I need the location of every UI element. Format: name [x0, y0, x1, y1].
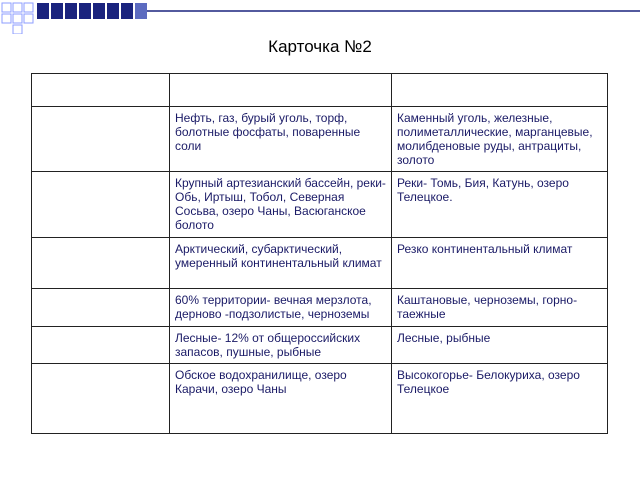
- table-cell: Лесные, рыбные: [392, 327, 608, 364]
- table-cell: [32, 238, 170, 289]
- deco-square-light: [135, 3, 147, 19]
- table-row: [32, 107, 608, 172]
- deco-square: [2, 3, 11, 12]
- card-title: Карточка №2: [268, 37, 372, 56]
- deco-square: [2, 14, 11, 23]
- table-cell: [32, 289, 170, 327]
- table-cell: Резко континентальный климат: [392, 238, 608, 289]
- header-cell: [392, 74, 608, 107]
- table-row: [32, 289, 608, 327]
- table-cell: [32, 172, 170, 238]
- table-cell: Арктический, субарктический, умеренный континентальный климат: [170, 238, 392, 289]
- deco-square: [13, 14, 22, 23]
- deco-square-dark: [79, 3, 91, 19]
- deco-square: [24, 14, 33, 23]
- table-cell: [32, 327, 170, 364]
- table-cell: [32, 107, 170, 172]
- deco-square-dark: [93, 3, 105, 19]
- header-cell: [170, 74, 392, 107]
- table-cell: Крупный артезианский бассейн, реки- Обь, Иртыш, Тобол, Северная Сосьва, озеро Чаны, Васюганское болото: [170, 172, 392, 238]
- table-cell: Каштановые, черноземы, горно-таежные: [392, 289, 608, 327]
- table-cell: Реки- Томь, Бия, Катунь, озеро Телецкое.: [392, 172, 608, 238]
- table-header-row: [32, 74, 608, 107]
- deco-square-dark: [37, 3, 49, 19]
- deco-square-dark: [51, 3, 63, 19]
- deco-square: [13, 3, 22, 12]
- info-table: [31, 73, 608, 434]
- deco-square-dark: [107, 3, 119, 19]
- table-row: [32, 172, 608, 238]
- table-cell: Высокогорье- Белокуриха, озеро Телецкое: [392, 364, 608, 434]
- table-cell: 60% территории- вечная мерзлота, дерново -подзолистые, черноземы: [170, 289, 392, 327]
- table-cell: Лесные- 12% от общероссийских запасов, пушные, рыбные: [170, 327, 392, 364]
- table-row: [32, 238, 608, 289]
- decorative-squares: [0, 0, 640, 34]
- table-cell: Каменный уголь, железные, полиметаллические, марганцевые, молибденовые руды, антрациты, золото: [392, 107, 608, 172]
- table-cell: Обское водохранилище, озеро Карачи, озеро Чаны: [170, 364, 392, 434]
- deco-square-dark: [65, 3, 77, 19]
- deco-square: [24, 3, 33, 12]
- deco-square: [13, 25, 22, 34]
- table-row: [32, 364, 608, 434]
- deco-square-dark: [121, 3, 133, 19]
- table-cell: [32, 364, 170, 434]
- table-cell: Нефть, газ, бурый уголь, торф, болотные фосфаты, поваренные соли: [170, 107, 392, 172]
- table-row: [32, 327, 608, 364]
- header-cell: [32, 74, 170, 107]
